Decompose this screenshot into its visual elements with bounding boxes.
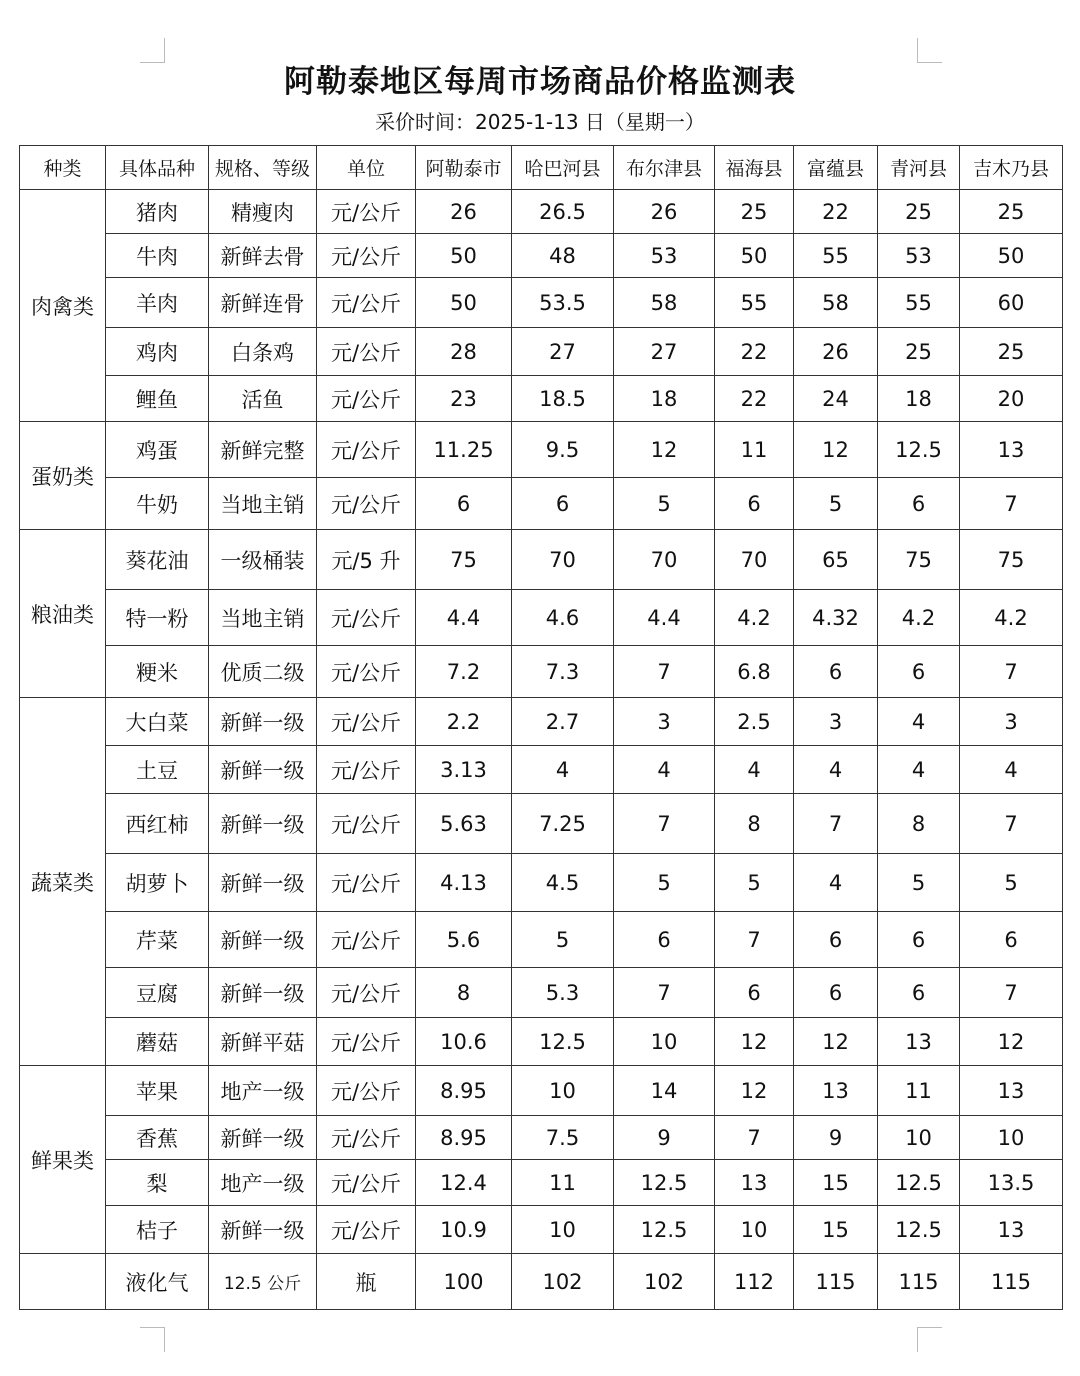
item-cell: 土豆	[106, 746, 209, 794]
unit-cell: 元/5 升	[317, 530, 416, 590]
price-cell: 50	[715, 234, 794, 278]
spec-cell: 新鲜一级	[209, 912, 317, 968]
spec-cell: 地产一级	[209, 1066, 317, 1116]
table-row	[20, 376, 1063, 422]
unit-cell: 元/公斤	[317, 746, 416, 794]
price-cell: 10	[512, 1206, 614, 1254]
price-cell: 7.2	[416, 646, 512, 698]
table-row	[20, 530, 1063, 590]
price-cell: 22	[794, 190, 878, 234]
table-row	[20, 1018, 1063, 1066]
column-header: 阿勒泰市	[416, 146, 512, 190]
spec-cell: 新鲜一级	[209, 794, 317, 854]
column-header: 布尔津县	[614, 146, 715, 190]
price-cell: 13.5	[960, 1160, 1063, 1206]
table-row	[20, 234, 1063, 278]
item-cell: 芹菜	[106, 912, 209, 968]
price-cell: 20	[960, 376, 1063, 422]
category-cell: 鲜果类	[20, 1066, 106, 1254]
item-cell: 猪肉	[106, 190, 209, 234]
table-row	[20, 190, 1063, 234]
price-cell: 6	[715, 968, 794, 1018]
price-cell: 25	[715, 190, 794, 234]
item-cell: 西红柿	[106, 794, 209, 854]
price-cell: 6	[512, 478, 614, 530]
price-cell: 12.5	[878, 422, 960, 478]
category-cell: 蛋奶类	[20, 422, 106, 530]
price-cell: 25	[878, 328, 960, 376]
price-cell: 7	[715, 912, 794, 968]
unit-cell: 元/公斤	[317, 376, 416, 422]
unit-cell: 元/公斤	[317, 1066, 416, 1116]
price-cell: 25	[960, 328, 1063, 376]
price-cell: 50	[416, 234, 512, 278]
price-cell: 7	[960, 968, 1063, 1018]
price-cell: 4.2	[878, 590, 960, 646]
column-header: 规格、等级	[209, 146, 317, 190]
price-cell: 12.5	[878, 1206, 960, 1254]
price-cell: 9	[794, 1116, 878, 1160]
price-cell: 8.95	[416, 1116, 512, 1160]
spec-cell: 地产一级	[209, 1160, 317, 1206]
price-cell: 12.5	[614, 1206, 715, 1254]
column-header: 种类	[20, 146, 106, 190]
price-cell: 6	[960, 912, 1063, 968]
spec-cell: 优质二级	[209, 646, 317, 698]
table-row	[20, 278, 1063, 328]
price-cell: 10	[614, 1018, 715, 1066]
item-cell: 鸡肉	[106, 328, 209, 376]
price-cell: 13	[960, 1066, 1063, 1116]
price-cell: 3	[960, 698, 1063, 746]
table-row	[20, 1160, 1063, 1206]
item-cell: 牛奶	[106, 478, 209, 530]
unit-cell: 元/公斤	[317, 1116, 416, 1160]
table-row	[20, 854, 1063, 912]
price-cell: 7	[960, 646, 1063, 698]
table-row	[20, 794, 1063, 854]
table-row	[20, 1206, 1063, 1254]
price-cell: 53	[878, 234, 960, 278]
page-subtitle: 采价时间：2025-1-13 日（星期一）	[375, 110, 705, 134]
price-cell: 65	[794, 530, 878, 590]
unit-cell: 元/公斤	[317, 1206, 416, 1254]
price-cell: 8	[878, 794, 960, 854]
price-cell: 4	[878, 746, 960, 794]
price-cell: 4	[614, 746, 715, 794]
price-cell: 12	[715, 1066, 794, 1116]
category-cell: 肉禽类	[20, 190, 106, 422]
price-cell: 15	[794, 1160, 878, 1206]
unit-cell: 元/公斤	[317, 234, 416, 278]
page-title: 阿勒泰地区每周市场商品价格监测表	[284, 64, 796, 100]
price-cell: 27	[512, 328, 614, 376]
item-cell: 牛肉	[106, 234, 209, 278]
table-row	[20, 698, 1063, 746]
price-cell: 24	[794, 376, 878, 422]
price-cell: 102	[512, 1254, 614, 1310]
spec-cell: 新鲜一级	[209, 968, 317, 1018]
column-header: 具体品种	[106, 146, 209, 190]
corner-mark-bottom-right	[917, 1327, 942, 1352]
price-cell: 4.32	[794, 590, 878, 646]
price-cell: 100	[416, 1254, 512, 1310]
price-cell: 23	[416, 376, 512, 422]
price-cell: 25	[960, 190, 1063, 234]
price-cell: 7	[614, 794, 715, 854]
price-cell: 25	[878, 190, 960, 234]
price-cell: 27	[614, 328, 715, 376]
table-row	[20, 1116, 1063, 1160]
price-cell: 3.13	[416, 746, 512, 794]
price-cell: 6	[878, 968, 960, 1018]
item-cell: 羊肉	[106, 278, 209, 328]
table-row	[20, 912, 1063, 968]
price-cell: 26	[794, 328, 878, 376]
price-cell: 58	[794, 278, 878, 328]
price-cell: 10	[715, 1206, 794, 1254]
price-cell: 12	[794, 422, 878, 478]
price-cell: 70	[614, 530, 715, 590]
price-cell: 5.63	[416, 794, 512, 854]
spec-cell: 新鲜一级	[209, 698, 317, 746]
spec-cell: 新鲜连骨	[209, 278, 317, 328]
table-row	[20, 478, 1063, 530]
unit-cell: 瓶	[317, 1254, 416, 1310]
price-cell: 26	[416, 190, 512, 234]
table-row	[20, 590, 1063, 646]
price-cell: 4.5	[512, 854, 614, 912]
price-cell: 11	[715, 422, 794, 478]
price-cell: 12	[614, 422, 715, 478]
price-cell: 11.25	[416, 422, 512, 478]
spec-cell: 一级桶装	[209, 530, 317, 590]
table-row	[20, 328, 1063, 376]
category-cell: 蔬菜类	[20, 698, 106, 1066]
price-cell: 5	[878, 854, 960, 912]
price-cell: 28	[416, 328, 512, 376]
price-cell: 4.13	[416, 854, 512, 912]
price-cell: 102	[614, 1254, 715, 1310]
price-cell: 10.6	[416, 1018, 512, 1066]
price-cell: 6	[416, 478, 512, 530]
price-cell: 5.3	[512, 968, 614, 1018]
table-row	[20, 422, 1063, 478]
spec-cell: 新鲜一级	[209, 1116, 317, 1160]
unit-cell: 元/公斤	[317, 278, 416, 328]
table-header-row	[20, 146, 1063, 190]
item-cell: 大白菜	[106, 698, 209, 746]
spec-cell: 当地主销	[209, 590, 317, 646]
price-cell: 112	[715, 1254, 794, 1310]
price-cell: 6	[878, 912, 960, 968]
unit-cell: 元/公斤	[317, 1160, 416, 1206]
category-cell: 粮油类	[20, 530, 106, 698]
price-cell: 10	[960, 1116, 1063, 1160]
price-cell: 50	[416, 278, 512, 328]
price-cell: 50	[960, 234, 1063, 278]
item-cell: 特一粉	[106, 590, 209, 646]
price-cell: 4	[512, 746, 614, 794]
price-cell: 12	[794, 1018, 878, 1066]
price-cell: 4	[794, 854, 878, 912]
price-cell: 15	[794, 1206, 878, 1254]
price-cell: 4	[794, 746, 878, 794]
price-cell: 18	[878, 376, 960, 422]
price-cell: 5	[512, 912, 614, 968]
table-row	[20, 1066, 1063, 1116]
item-cell: 胡萝卜	[106, 854, 209, 912]
unit-cell: 元/公斤	[317, 328, 416, 376]
price-cell: 6	[878, 478, 960, 530]
price-cell: 53	[614, 234, 715, 278]
item-cell: 鲤鱼	[106, 376, 209, 422]
price-cell: 7	[715, 1116, 794, 1160]
price-cell: 2.7	[512, 698, 614, 746]
spec-cell: 12.5 公斤	[209, 1254, 317, 1310]
price-cell: 14	[614, 1066, 715, 1116]
spec-cell: 精瘦肉	[209, 190, 317, 234]
price-cell: 3	[794, 698, 878, 746]
spec-cell: 新鲜一级	[209, 746, 317, 794]
price-cell: 12.5	[512, 1018, 614, 1066]
item-cell: 蘑菇	[106, 1018, 209, 1066]
price-cell: 26.5	[512, 190, 614, 234]
price-cell: 6	[794, 646, 878, 698]
corner-mark-bottom-left	[140, 1327, 165, 1352]
unit-cell: 元/公斤	[317, 590, 416, 646]
price-cell: 60	[960, 278, 1063, 328]
price-cell: 5	[715, 854, 794, 912]
price-cell: 10	[512, 1066, 614, 1116]
price-cell: 7.3	[512, 646, 614, 698]
price-cell: 4	[878, 698, 960, 746]
unit-cell: 元/公斤	[317, 794, 416, 854]
unit-cell: 元/公斤	[317, 1018, 416, 1066]
price-cell: 12	[715, 1018, 794, 1066]
price-cell: 70	[512, 530, 614, 590]
price-cell: 7.25	[512, 794, 614, 854]
price-cell: 22	[715, 376, 794, 422]
price-cell: 4.2	[960, 590, 1063, 646]
price-cell: 7.5	[512, 1116, 614, 1160]
unit-cell: 元/公斤	[317, 190, 416, 234]
spec-cell: 白条鸡	[209, 328, 317, 376]
unit-cell: 元/公斤	[317, 478, 416, 530]
spec-cell: 当地主销	[209, 478, 317, 530]
table-row	[20, 1254, 1063, 1310]
unit-cell: 元/公斤	[317, 968, 416, 1018]
price-cell: 4	[960, 746, 1063, 794]
category-cell	[20, 1254, 106, 1310]
column-header: 富蕴县	[794, 146, 878, 190]
price-cell: 4.2	[715, 590, 794, 646]
price-cell: 115	[960, 1254, 1063, 1310]
price-cell: 11	[878, 1066, 960, 1116]
price-cell: 12.5	[878, 1160, 960, 1206]
price-cell: 6	[614, 912, 715, 968]
price-cell: 9	[614, 1116, 715, 1160]
price-cell: 5	[794, 478, 878, 530]
price-cell: 26	[614, 190, 715, 234]
price-cell: 2.5	[715, 698, 794, 746]
price-cell: 5	[960, 854, 1063, 912]
price-cell: 8	[416, 968, 512, 1018]
price-cell: 5.6	[416, 912, 512, 968]
price-cell: 115	[878, 1254, 960, 1310]
price-cell: 12.4	[416, 1160, 512, 1206]
price-cell: 3	[614, 698, 715, 746]
table-row	[20, 746, 1063, 794]
column-header: 吉木乃县	[960, 146, 1063, 190]
price-cell: 8.95	[416, 1066, 512, 1116]
price-cell: 18.5	[512, 376, 614, 422]
spec-cell: 新鲜去骨	[209, 234, 317, 278]
price-cell: 6	[878, 646, 960, 698]
price-cell: 7	[794, 794, 878, 854]
spec-cell: 新鲜一级	[209, 1206, 317, 1254]
price-cell: 22	[715, 328, 794, 376]
column-header: 哈巴河县	[512, 146, 614, 190]
unit-cell: 元/公斤	[317, 698, 416, 746]
table-row	[20, 968, 1063, 1018]
price-cell: 48	[512, 234, 614, 278]
price-cell: 4.4	[614, 590, 715, 646]
price-cell: 7	[960, 478, 1063, 530]
column-header: 青河县	[878, 146, 960, 190]
price-cell: 6	[794, 968, 878, 1018]
spec-cell: 新鲜完整	[209, 422, 317, 478]
price-cell: 12	[960, 1018, 1063, 1066]
price-cell: 18	[614, 376, 715, 422]
price-cell: 4	[715, 746, 794, 794]
item-cell: 液化气	[106, 1254, 209, 1310]
price-cell: 5	[614, 478, 715, 530]
price-cell: 13	[878, 1018, 960, 1066]
unit-cell: 元/公斤	[317, 912, 416, 968]
price-cell: 13	[960, 1206, 1063, 1254]
item-cell: 苹果	[106, 1066, 209, 1116]
price-cell: 55	[878, 278, 960, 328]
unit-cell: 元/公斤	[317, 854, 416, 912]
price-cell: 6.8	[715, 646, 794, 698]
price-cell: 5	[614, 854, 715, 912]
price-cell: 6	[794, 912, 878, 968]
price-cell: 13	[960, 422, 1063, 478]
item-cell: 梨	[106, 1160, 209, 1206]
column-header: 单位	[317, 146, 416, 190]
item-cell: 鸡蛋	[106, 422, 209, 478]
price-table	[19, 145, 1063, 1310]
price-cell: 7	[614, 646, 715, 698]
spec-cell: 新鲜平菇	[209, 1018, 317, 1066]
price-cell: 7	[614, 968, 715, 1018]
price-cell: 2.2	[416, 698, 512, 746]
item-cell: 桔子	[106, 1206, 209, 1254]
price-cell: 115	[794, 1254, 878, 1310]
item-cell: 粳米	[106, 646, 209, 698]
price-cell: 13	[794, 1066, 878, 1116]
price-cell: 12.5	[614, 1160, 715, 1206]
price-cell: 11	[512, 1160, 614, 1206]
price-cell: 53.5	[512, 278, 614, 328]
price-cell: 6	[715, 478, 794, 530]
price-cell: 75	[960, 530, 1063, 590]
item-cell: 豆腐	[106, 968, 209, 1018]
price-cell: 10.9	[416, 1206, 512, 1254]
price-cell: 58	[614, 278, 715, 328]
price-cell: 8	[715, 794, 794, 854]
price-cell: 7	[960, 794, 1063, 854]
price-cell: 4.6	[512, 590, 614, 646]
unit-cell: 元/公斤	[317, 646, 416, 698]
unit-cell: 元/公斤	[317, 422, 416, 478]
price-cell: 10	[878, 1116, 960, 1160]
price-cell: 55	[794, 234, 878, 278]
price-cell: 13	[715, 1160, 794, 1206]
column-header: 福海县	[715, 146, 794, 190]
table-row	[20, 646, 1063, 698]
item-cell: 葵花油	[106, 530, 209, 590]
price-cell: 70	[715, 530, 794, 590]
price-cell: 55	[715, 278, 794, 328]
price-cell: 4.4	[416, 590, 512, 646]
price-cell: 75	[416, 530, 512, 590]
spec-cell: 新鲜一级	[209, 854, 317, 912]
spec-cell: 活鱼	[209, 376, 317, 422]
price-cell: 9.5	[512, 422, 614, 478]
price-cell: 75	[878, 530, 960, 590]
item-cell: 香蕉	[106, 1116, 209, 1160]
